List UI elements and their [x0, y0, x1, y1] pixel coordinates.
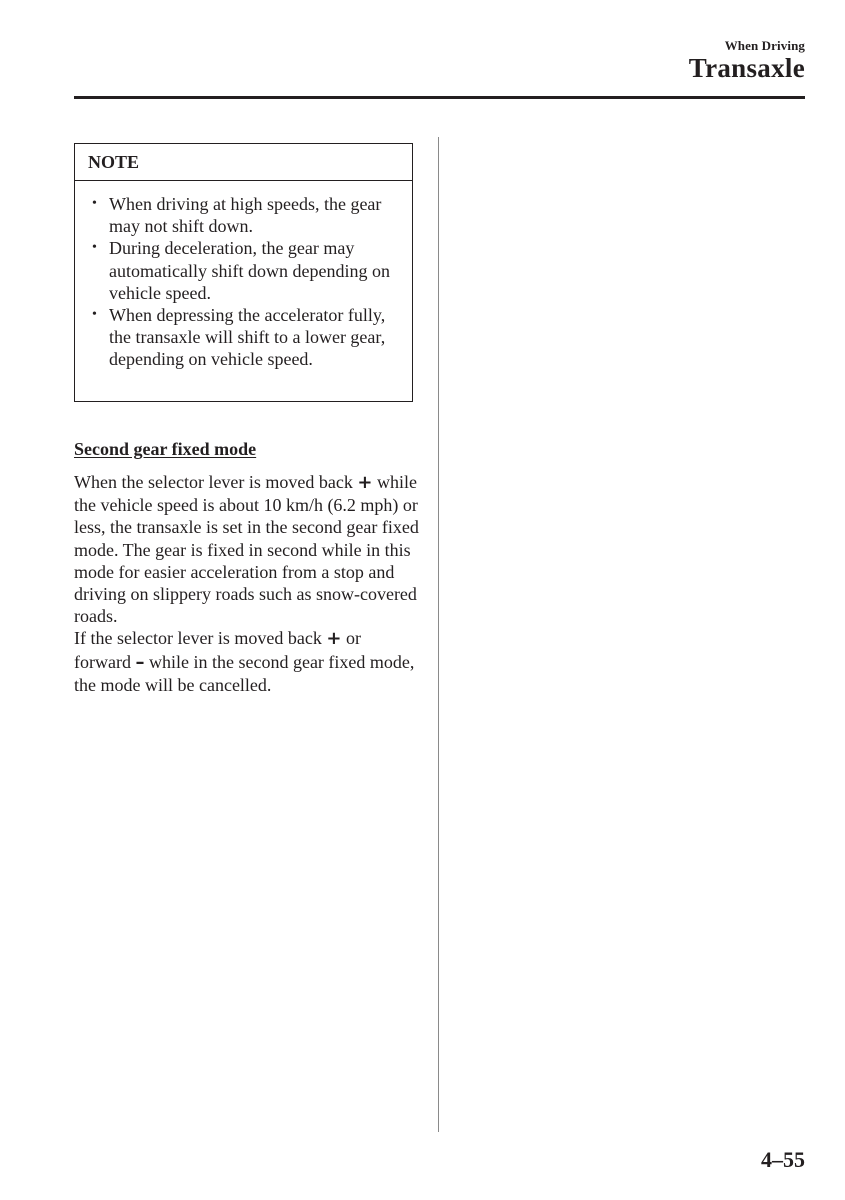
paragraph-text: or forward — [74, 628, 361, 672]
minus-icon: – — [135, 651, 145, 673]
note-item-text: When driving at high speeds, the gear may not shift down. — [109, 194, 382, 237]
note-box — [74, 143, 413, 402]
column-divider — [438, 137, 439, 1132]
header-section-label: When Driving — [724, 38, 805, 53]
note-list — [75, 181, 412, 371]
header-divider — [74, 96, 805, 99]
note-item — [89, 193, 402, 237]
note-item-text: When depressing the accelerator fully, the transaxle will shift to a lower gear, depending on vehicle speed. — [109, 305, 386, 370]
section-heading: Second gear fixed mode — [74, 439, 257, 459]
page-number: 4–55 — [761, 1147, 805, 1172]
paragraph-text: When the selector lever is moved back — [74, 472, 358, 492]
paragraph-text: while the vehicle speed is about 10 km/h (6.2 mph) or less, the transaxle is set in the second gear fixed mode. The gear is fixed in second while in this mode for easier acceleration from a stop and driving on slippery roads such as snow-covered roads. — [74, 472, 419, 627]
plus-icon: + — [326, 628, 342, 650]
bullet-icon: • — [92, 240, 97, 256]
body-paragraph — [74, 471, 419, 627]
section-body — [74, 471, 419, 696]
bullet-icon: • — [92, 307, 97, 323]
bullet-icon: • — [92, 196, 97, 211]
body-paragraph — [74, 627, 419, 696]
plus-icon: + — [357, 472, 373, 493]
note-item — [89, 237, 402, 304]
note-item-text: During deceleration, the gear may automatically shift down depending on vehicle speed. — [109, 238, 390, 303]
paragraph-text: If the selector lever is moved back — [74, 628, 327, 649]
note-heading: NOTE — [75, 144, 412, 181]
paragraph-text: while in the second gear fixed mode, the mode will be cancelled. — [74, 651, 415, 695]
note-item — [89, 304, 402, 371]
page-title: Transaxle — [688, 53, 805, 83]
